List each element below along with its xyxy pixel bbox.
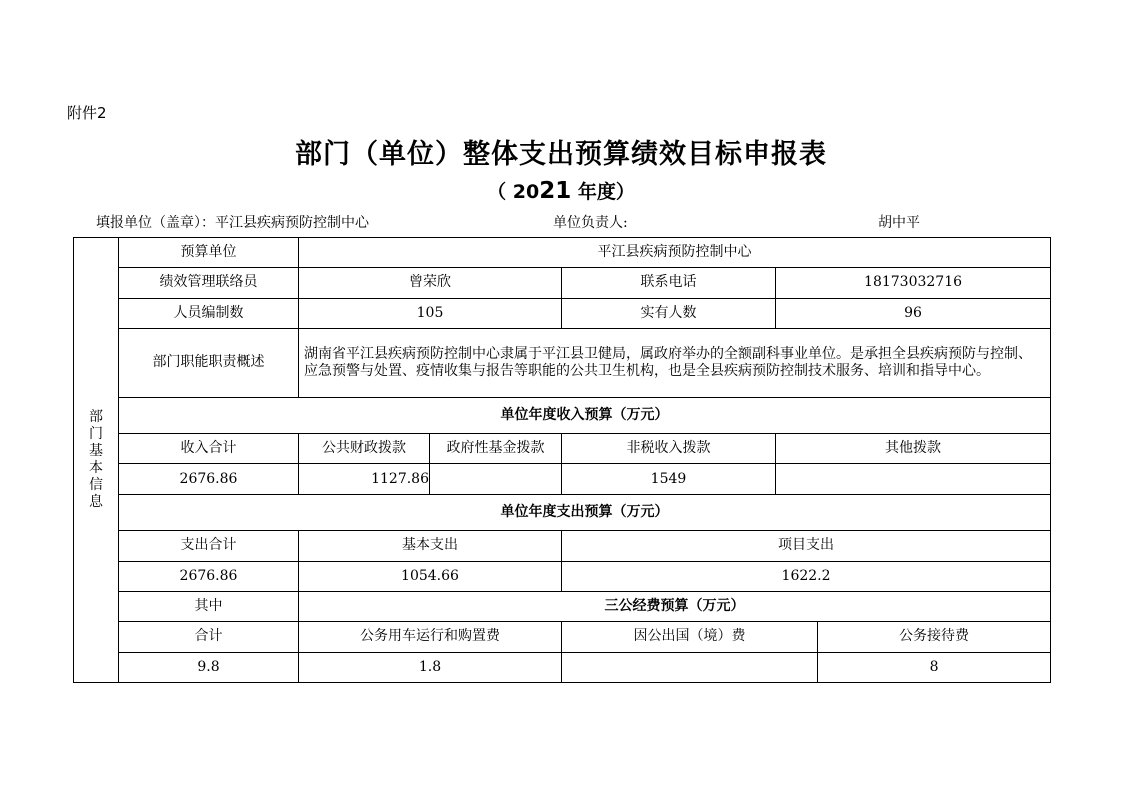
staff-actual-label: 实有人数 xyxy=(562,298,776,328)
phone-value: 18173032716 xyxy=(776,268,1051,298)
unit-head-label: 单位负责人: xyxy=(553,215,628,231)
performance-target-table xyxy=(73,237,1051,683)
year-suffix: 年度） xyxy=(571,181,635,203)
year-digits: 21 xyxy=(539,178,572,204)
three-value-reception: 8 xyxy=(818,652,1051,682)
income-section-title: 单位年度收入预算（万元） xyxy=(119,397,1051,433)
duty-label: 部门职能职责概述 xyxy=(119,328,299,397)
contact-person-value: 曾荣欣 xyxy=(299,268,562,298)
income-value-nontax: 1549 xyxy=(562,464,776,494)
expense-value-project: 1622.2 xyxy=(562,561,1051,591)
three-value-total: 9.8 xyxy=(119,652,299,682)
income-value-other xyxy=(776,464,1051,494)
of-which-label: 其中 xyxy=(119,591,299,621)
income-value-public: 1127.86 xyxy=(299,464,430,494)
year-prefix: （ 20 xyxy=(487,181,540,203)
income-header-other: 其他拨款 xyxy=(776,434,1051,464)
expense-value-basic: 1054.66 xyxy=(299,561,562,591)
staff-quota-label: 人员编制数 xyxy=(119,298,299,328)
income-header-nontax: 非税收入拨款 xyxy=(562,434,776,464)
contact-person-label: 绩效管理联络员 xyxy=(119,268,299,298)
expense-header-project: 项目支出 xyxy=(562,531,1051,561)
income-value-total: 2676.86 xyxy=(119,464,299,494)
phone-label: 联系电话 xyxy=(562,268,776,298)
three-public-section-title: 三公经费预算（万元） xyxy=(299,591,1051,621)
income-header-public: 公共财政拨款 xyxy=(299,434,430,464)
fiscal-year xyxy=(0,177,1122,204)
income-header-total: 收入合计 xyxy=(119,434,299,464)
three-value-abroad xyxy=(562,652,818,682)
section-side-label: 部门基本信息 xyxy=(74,238,119,683)
income-header-fund: 政府性基金拨款 xyxy=(430,434,562,464)
expense-section-title: 单位年度支出预算（万元） xyxy=(119,494,1051,530)
income-value-fund xyxy=(430,464,562,494)
duty-description: 湖南省平江县疾病预防控制中心隶属于平江县卫健局，属政府举办的全额副科事业单位。是承担全县疾病预防与控制、应急预警与处置、疫情收集与报告等职能的公共卫生机构，也是全县疾病预防控制技术服务、培训和指导中心。 xyxy=(299,328,1051,397)
staff-actual-value: 96 xyxy=(776,298,1051,328)
budget-unit-value: 平江县疾病预防控制中心 xyxy=(299,238,1051,268)
three-value-vehicle: 1.8 xyxy=(299,652,562,682)
three-header-total: 合计 xyxy=(119,622,299,652)
attachment-label: 附件2 xyxy=(67,104,107,122)
three-header-reception: 公务接待费 xyxy=(818,622,1051,652)
staff-quota-value: 105 xyxy=(299,298,562,328)
expense-header-total: 支出合计 xyxy=(119,531,299,561)
expense-value-total: 2676.86 xyxy=(119,561,299,591)
page-title: 部门（单位）整体支出预算绩效目标申报表 xyxy=(295,139,827,170)
three-header-vehicle: 公务用车运行和购置费 xyxy=(299,622,562,652)
reporting-unit: 填报单位（盖章）：平江县疾病预防控制中心 xyxy=(96,215,369,231)
expense-header-basic: 基本支出 xyxy=(299,531,562,561)
budget-unit-label: 预算单位 xyxy=(119,238,299,268)
unit-head-value: 胡中平 xyxy=(878,215,920,231)
three-header-abroad: 因公出国（境）费 xyxy=(562,622,818,652)
